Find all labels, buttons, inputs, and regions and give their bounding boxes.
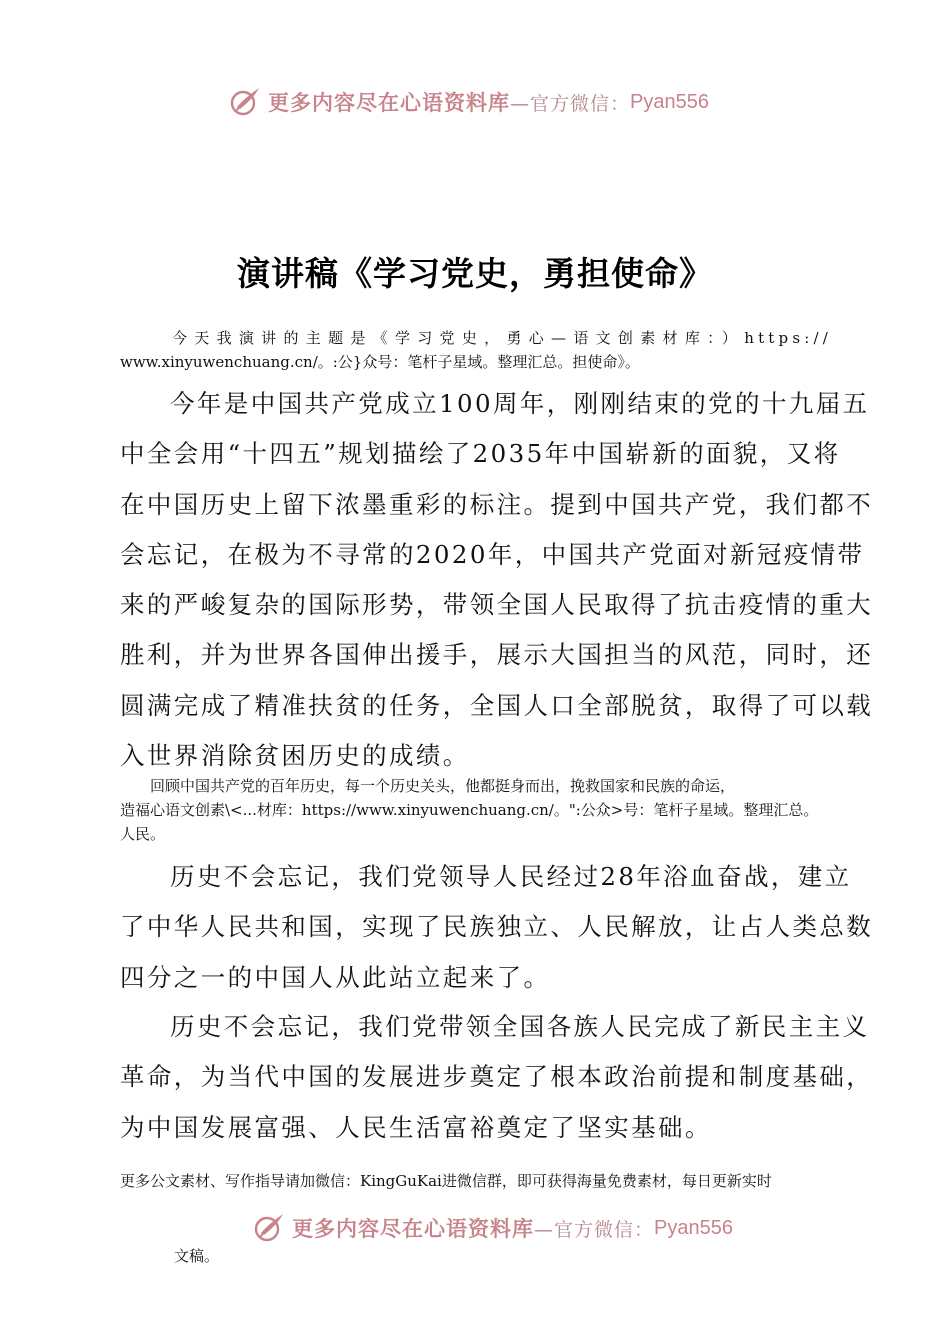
p1-line: 中全会用“十四五”规划描绘了2035年中国崭新的面貌，又将 <box>120 439 841 469</box>
watermark-separator-text: —官方微信： <box>510 92 631 115</box>
promo-text: 更多公文素材、写作指导请加微信：KingGuKai进微信群，即可获得海量免费素材，每日更新实时 <box>120 1172 772 1190</box>
p1-line: 圆满完成了精准扶贫的任务，全国人口全部脱贫，取得了可以载 <box>120 690 874 720</box>
watermark-separator-text: —官方微信： <box>534 1218 655 1241</box>
footer-watermark <box>252 1208 733 1248</box>
p2-line: 四分之一的中国人从此站立起来了。 <box>120 962 551 992</box>
review-line-2: 造福心语文创素\<...材库：https://www.xinyuwenchuang.cn/。":公众>号：笔杆子星域。整理汇总。 <box>120 801 819 819</box>
quill-logo-icon <box>228 85 262 119</box>
watermark-main-text: 更多内容尽在心语资料库 <box>268 90 510 115</box>
paragraph-3 <box>120 1002 874 1153</box>
intro-line-2: www.xinyuwenchuang.cn/。:公}众号：笔杆子星域。整理汇总。担使命》。 <box>120 353 640 371</box>
p2-line: 了中华人民共和国，实现了民族独立、人民解放，让占人类总数 <box>120 912 874 942</box>
intro-paragraph <box>120 326 832 374</box>
paragraph-2 <box>120 852 874 1003</box>
p1-line: 在中国历史上留下浓墨重彩的标注。提到中国共产党，我们都不 <box>120 489 874 519</box>
page-title: 演讲稿《学习党史，勇担使命》 <box>237 254 713 293</box>
p1-line: 入世界消除贫困历史的成绩。 <box>120 741 470 771</box>
p3-line: 革命，为当代中国的发展进步奠定了根本政治前提和制度基础， <box>120 1062 874 1092</box>
review-line-1: 回顾中国共产党的百年历史，每一个历史关头，他都挺身而出，挽救国家和民族的命运， <box>150 777 736 795</box>
p2-line: 历史不会忘记，我们党领导人民经过28年浴血奋战，建立 <box>170 862 852 891</box>
header-watermark <box>228 82 709 122</box>
p1-line: 会忘记，在极为不寻常的2020年，中国共产党面对新冠疫情带 <box>120 539 865 569</box>
promo-text-end: 文稿。 <box>174 1247 220 1265</box>
review-paragraph <box>120 774 832 846</box>
p1-line: 今年是中国共产党成立100周年，刚刚结束的党的十九届五 <box>170 389 870 418</box>
p1-line: 来的严峻复杂的国际形势，带领全国人民取得了抗击疫情的重大 <box>120 590 874 620</box>
watermark-wechat-id: Pyan556 <box>654 1216 733 1239</box>
watermark-wechat-id: Pyan556 <box>630 90 709 113</box>
intro-line-1: 今天我演讲的主题是《学习党史，勇心—语文创素材库：）https:// <box>172 329 832 347</box>
quill-logo-icon <box>252 1211 286 1245</box>
watermark-main-text: 更多内容尽在心语资料库 <box>292 1216 534 1241</box>
p1-line: 胜利，并为世界各国伸出援手，展示大国担当的风范，同时，还 <box>120 640 874 670</box>
p3-line: 历史不会忘记，我们党带领全国各族人民完成了新民主主义 <box>170 1012 870 1041</box>
p3-line: 为中国发展富强、人民生活富裕奠定了坚实基础。 <box>120 1112 712 1142</box>
review-line-3: 人民。 <box>120 825 166 843</box>
paragraph-1 <box>120 379 874 781</box>
